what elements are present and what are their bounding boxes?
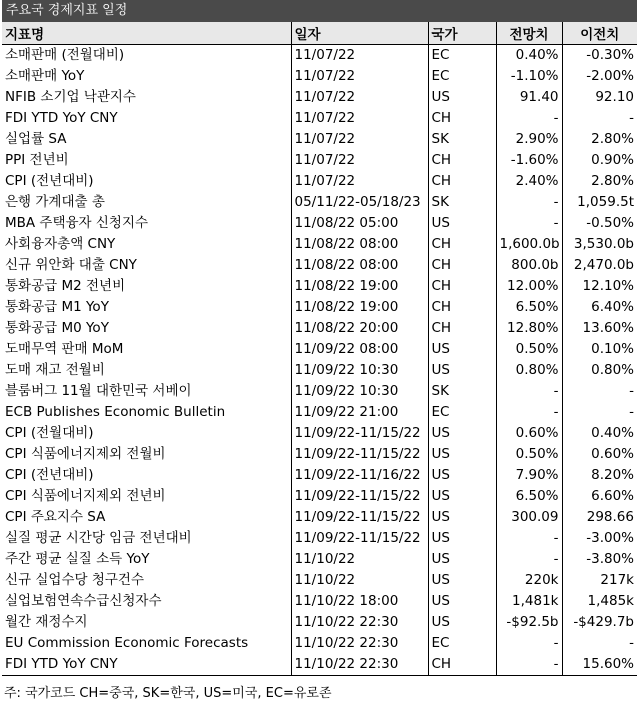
previous-cell: -$429.7b (562, 612, 637, 633)
indicator-cell: 도매 재고 전월비 (5, 362, 105, 378)
country-cell: SK (428, 192, 496, 213)
country-cell: US (428, 549, 496, 570)
country-cell: CH (428, 108, 496, 129)
forecast-cell: 1,600.0b (496, 234, 562, 255)
country-cell: CH (428, 318, 496, 339)
indicator-cell: 신규 위안화 대출 CNY (5, 257, 137, 273)
forecast-cell: 0.40% (496, 45, 562, 67)
table-row (2, 213, 637, 234)
indicator-cell: 은행 가계대출 총 (5, 194, 105, 210)
previous-cell: 15.60% (562, 654, 637, 676)
forecast-cell: 2.40% (496, 171, 562, 192)
country-cell: CH (428, 255, 496, 276)
forecast-cell: - (496, 633, 562, 654)
country-cell: EC (428, 45, 496, 67)
table-row (2, 255, 637, 276)
indicator-cell: 도매무역 판매 MoM (5, 341, 124, 357)
country-cell: US (428, 486, 496, 507)
indicator-cell: CPI (전년대비) (5, 467, 94, 483)
country-cell: EC (428, 66, 496, 87)
date-cell: 05/11/22-05/18/23 (291, 192, 428, 213)
indicator-cell: 통화공급 M2 전년비 (5, 278, 126, 294)
date-cell: 11/08/22 08:00 (291, 234, 428, 255)
header-forecast: 전망치 (496, 22, 562, 45)
date-cell: 11/08/22 08:00 (291, 255, 428, 276)
indicator-cell: CPI (전년대비) (5, 173, 94, 189)
forecast-cell: 0.50% (496, 339, 562, 360)
table-row (2, 87, 637, 108)
table-row (2, 654, 637, 676)
indicator-cell: 사회융자총액 CNY (5, 236, 116, 252)
table-row (2, 465, 637, 486)
header-country: 국가 (428, 22, 496, 45)
table-row (2, 45, 637, 67)
indicator-cell: 주간 평균 실질 소득 YoY (5, 551, 150, 567)
date-cell: 11/10/22 22:30 (291, 633, 428, 654)
date-cell: 11/08/22 05:00 (291, 213, 428, 234)
table-row (2, 507, 637, 528)
previous-cell: 6.60% (562, 486, 637, 507)
forecast-cell: 6.50% (496, 486, 562, 507)
table-row (2, 129, 637, 150)
header-row (2, 22, 637, 45)
date-cell: 11/08/22 20:00 (291, 318, 428, 339)
table-title: 주요국 경제지표 일정 (2, 0, 637, 22)
table-row (2, 318, 637, 339)
indicator-cell: EU Commission Economic Forecasts (5, 635, 249, 651)
country-cell: EC (428, 633, 496, 654)
header-date: 일자 (291, 22, 428, 45)
date-cell: 11/09/22-11/15/22 (291, 423, 428, 444)
table-row (2, 66, 637, 87)
date-cell: 11/09/22-11/15/22 (291, 486, 428, 507)
date-cell: 11/09/22-11/15/22 (291, 507, 428, 528)
previous-cell: 2.80% (562, 129, 637, 150)
date-cell: 11/09/22 21:00 (291, 402, 428, 423)
date-cell: 11/07/22 (291, 87, 428, 108)
country-cell: CH (428, 234, 496, 255)
indicator-cell: FDI YTD YoY CNY (5, 110, 118, 126)
previous-cell: 0.60% (562, 444, 637, 465)
previous-cell: 3,530.0b (562, 234, 637, 255)
date-cell: 11/09/22-11/15/22 (291, 444, 428, 465)
forecast-cell: -1.60% (496, 150, 562, 171)
country-cell: CH (428, 150, 496, 171)
indicator-cell: FDI YTD YoY CNY (2, 654, 291, 676)
forecast-cell: - (496, 381, 562, 402)
date-cell: 11/08/22 19:00 (291, 297, 428, 318)
date-cell: 11/09/22-11/15/22 (291, 528, 428, 549)
forecast-cell: - (496, 549, 562, 570)
table-row (2, 108, 637, 129)
date-cell: 11/09/22 10:30 (291, 381, 428, 402)
previous-cell: 0.10% (562, 339, 637, 360)
table-row (2, 360, 637, 381)
previous-cell: - (562, 108, 637, 129)
country-cell: US (428, 339, 496, 360)
table-row (2, 633, 637, 654)
country-cell: CH (428, 276, 496, 297)
date-cell: 11/07/22 (291, 45, 428, 67)
previous-cell: 217k (562, 570, 637, 591)
forecast-cell: -$92.5b (496, 612, 562, 633)
previous-cell: -0.30% (562, 45, 637, 67)
indicator-cell: 소매판매 YoY (5, 68, 85, 84)
country-cell: US (428, 423, 496, 444)
previous-cell: 92.10 (562, 87, 637, 108)
indicator-cell: CPI 식품에너지제외 전월비 (5, 446, 166, 462)
previous-cell: - (562, 381, 637, 402)
indicator-cell: CPI 식품에너지제외 전년비 (5, 488, 166, 504)
forecast-cell: 7.90% (496, 465, 562, 486)
date-cell: 11/10/22 (291, 570, 428, 591)
table-row (2, 549, 637, 570)
previous-cell: 12.10% (562, 276, 637, 297)
forecast-cell: - (496, 108, 562, 129)
table-row (2, 234, 637, 255)
table-row (2, 276, 637, 297)
previous-cell: 2,470.0b (562, 255, 637, 276)
footnote: 주: 국가코드 CH=중국, SK=한국, US=미국, EC=유로존 (4, 686, 332, 701)
header-previous: 이전치 (562, 22, 637, 45)
previous-cell: 0.90% (562, 150, 637, 171)
previous-cell: - (562, 633, 637, 654)
country-cell: CH (428, 171, 496, 192)
date-cell: 11/07/22 (291, 129, 428, 150)
country-cell: US (428, 507, 496, 528)
table-row (2, 612, 637, 633)
forecast-cell: - (496, 213, 562, 234)
date-cell: 11/10/22 (291, 549, 428, 570)
indicator-cell: NFIB 소기업 낙관지수 (5, 89, 136, 105)
country-cell: SK (428, 129, 496, 150)
date-cell: 11/10/22 22:30 (291, 654, 428, 676)
forecast-cell: 0.80% (496, 360, 562, 381)
date-cell: 11/07/22 (291, 150, 428, 171)
forecast-cell: -1.10% (496, 66, 562, 87)
indicator-cell: 블룸버그 11월 대한민국 서베이 (5, 383, 192, 399)
country-cell: US (428, 87, 496, 108)
table-row (2, 297, 637, 318)
table-row (2, 171, 637, 192)
previous-cell: 0.40% (562, 423, 637, 444)
forecast-cell: - (496, 192, 562, 213)
indicator-cell: CPI (전월대비) (5, 425, 94, 441)
forecast-cell: - (496, 528, 562, 549)
date-cell: 11/09/22 10:30 (291, 360, 428, 381)
indicator-cell: ECB Publishes Economic Bulletin (5, 404, 226, 420)
table-row (2, 381, 637, 402)
indicator-cell: 실질 평균 시간당 임금 전년대비 (5, 530, 192, 546)
country-cell: US (428, 465, 496, 486)
table-row (2, 528, 637, 549)
indicator-cell: 월간 재정수지 (5, 614, 88, 630)
forecast-cell: 12.00% (496, 276, 562, 297)
previous-cell: -3.80% (562, 549, 637, 570)
previous-cell: 1,485k (562, 591, 637, 612)
forecast-cell: 6.50% (496, 297, 562, 318)
previous-cell: 298.66 (562, 507, 637, 528)
date-cell: 11/09/22 08:00 (291, 339, 428, 360)
forecast-cell: 0.60% (496, 423, 562, 444)
date-cell: 11/07/22 (291, 108, 428, 129)
date-cell: 11/07/22 (291, 66, 428, 87)
date-cell: 11/10/22 22:30 (291, 612, 428, 633)
country-cell: US (428, 612, 496, 633)
forecast-cell: - (496, 402, 562, 423)
previous-cell: 8.20% (562, 465, 637, 486)
previous-cell: 6.40% (562, 297, 637, 318)
date-cell: 11/09/22-11/16/22 (291, 465, 428, 486)
indicator-cell: MBA 주택융자 신청지수 (5, 215, 149, 231)
indicator-cell: 실업보험연속수급신청자수 (5, 593, 162, 609)
previous-cell: 1,059.5t (562, 192, 637, 213)
table-row (2, 339, 637, 360)
country-cell: US (428, 570, 496, 591)
country-cell: US (428, 528, 496, 549)
previous-cell: -0.50% (562, 213, 637, 234)
indicator-cell: 소매판매 (전월대비) (5, 47, 125, 63)
forecast-cell: 2.90% (496, 129, 562, 150)
forecast-cell: - (496, 654, 562, 676)
country-cell: SK (428, 381, 496, 402)
table-row (2, 150, 637, 171)
table-row (2, 444, 637, 465)
forecast-cell: 800.0b (496, 255, 562, 276)
previous-cell: 2.80% (562, 171, 637, 192)
indicator-cell: 통화공급 M0 YoY (5, 320, 109, 336)
table-row (2, 423, 637, 444)
previous-cell: - (562, 402, 637, 423)
indicator-table (2, 22, 637, 676)
header-indicator: 지표명 (2, 22, 291, 45)
indicator-cell: 실업률 SA (5, 131, 67, 147)
table-row (2, 192, 637, 213)
table-row (2, 486, 637, 507)
indicator-cell: PPI 전년비 (5, 152, 69, 168)
table-row (2, 402, 637, 423)
country-cell: CH (428, 297, 496, 318)
indicator-cell: CPI 주요지수 SA (5, 509, 106, 525)
country-cell: US (428, 213, 496, 234)
table-row (2, 570, 637, 591)
country-cell: CH (428, 654, 496, 676)
forecast-cell: 220k (496, 570, 562, 591)
country-cell: US (428, 591, 496, 612)
economic-calendar (2, 0, 637, 701)
date-cell: 11/10/22 18:00 (291, 591, 428, 612)
previous-cell: -2.00% (562, 66, 637, 87)
country-cell: US (428, 360, 496, 381)
date-cell: 11/08/22 19:00 (291, 276, 428, 297)
forecast-cell: 0.50% (496, 444, 562, 465)
country-cell: US (428, 444, 496, 465)
forecast-cell: 91.40 (496, 87, 562, 108)
previous-cell: -3.00% (562, 528, 637, 549)
country-cell: EC (428, 402, 496, 423)
forecast-cell: 1,481k (496, 591, 562, 612)
date-cell: 11/07/22 (291, 171, 428, 192)
forecast-cell: 12.80% (496, 318, 562, 339)
previous-cell: 0.80% (562, 360, 637, 381)
indicator-cell: 신규 실업수당 청구건수 (5, 572, 144, 588)
previous-cell: 13.60% (562, 318, 637, 339)
indicator-cell: 통화공급 M1 YoY (5, 299, 109, 315)
forecast-cell: 300.09 (496, 507, 562, 528)
table-row (2, 591, 637, 612)
